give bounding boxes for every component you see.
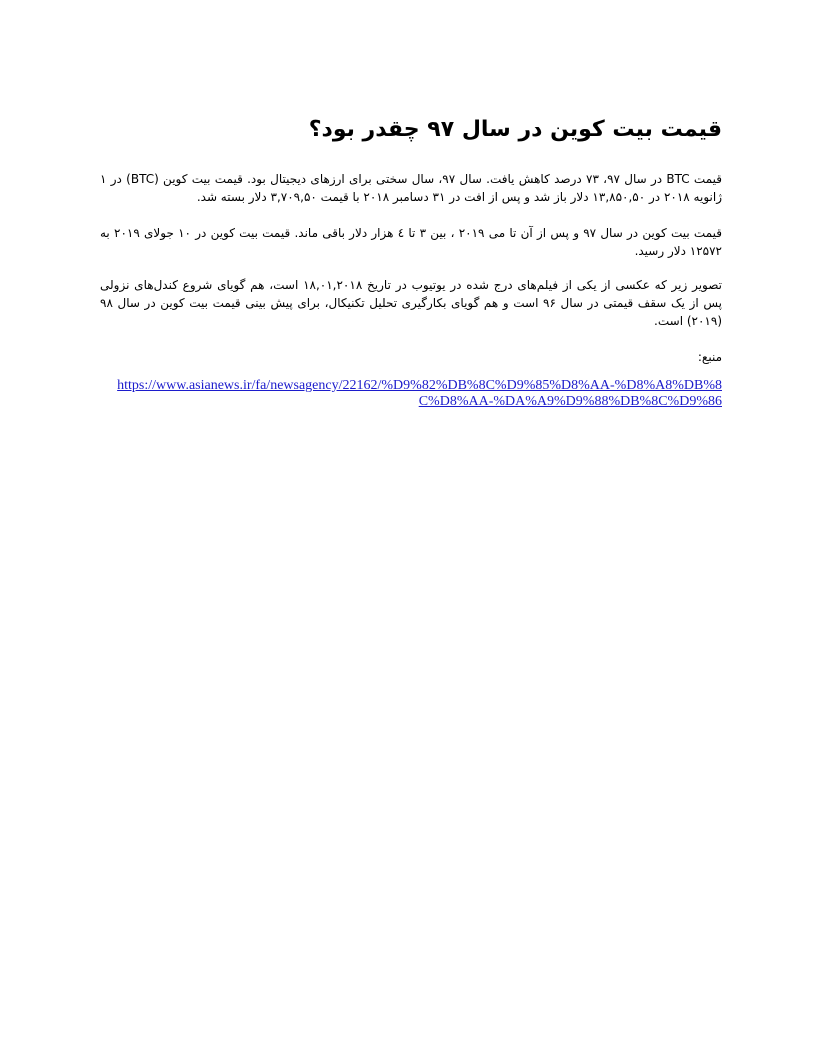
paragraph-youtube-image: تصویر زیر که عکسی از یکی از فیلم‌های درج شده در یوتیوب در تاریخ ۱۸,۰۱,۲۰۱۸ است، هم گویای شروع کندل‌های نزولی پس از یک سقف قیمتی در سال ۹۶ است و هم گویای بکارگیری تحلیل تکنیکال، برای پیش بینی قیمت بیت کوین در سال ۹۸ (۲۰۱۹) است. [100, 278, 722, 328]
source-link[interactable]: https://www.asianews.ir/fa/newsagency/22162/%D9%82%DB%8C%D9%85%D8%AA-%D8%A8%DB%8C%D8%AA-%DA%A9%D9%88%DB%8C%D9%86 [117, 378, 722, 409]
source-link-container [100, 378, 722, 410]
article-title: قیمت بیت کوین در سال ۹۷ چقدر بود؟ [308, 117, 722, 142]
paragraph-price-drop: قیمت BTC در سال ۹۷، ۷۳ درصد کاهش یافت. سال ۹۷، سال سختی برای ارزهای دیجیتال بود. قیمت بیت کوین (BTC) در ۱ ژانویه ۲۰۱۸ در ۱۳,۸۵۰,۵۰ دلار باز شد و پس از افت در ۳۱ دسامبر ۲۰۱۸ با قیمت ۳,۷۰۹,۵۰ دلار بسته شد. [100, 172, 723, 204]
source-label: منبع: [697, 350, 722, 364]
paragraph-price-range: قیمت بیت کوین در سال ۹۷ و پس از آن تا می ۲۰۱۹ ، بین ۳ تا ٤ هزار دلار باقی ماند. قیمت بیت کوین در ۱۰ جولای ۲۰۱۹ به ۱۲۵۷۲ دلار رسید. [100, 226, 723, 258]
article-body [100, 112, 722, 410]
